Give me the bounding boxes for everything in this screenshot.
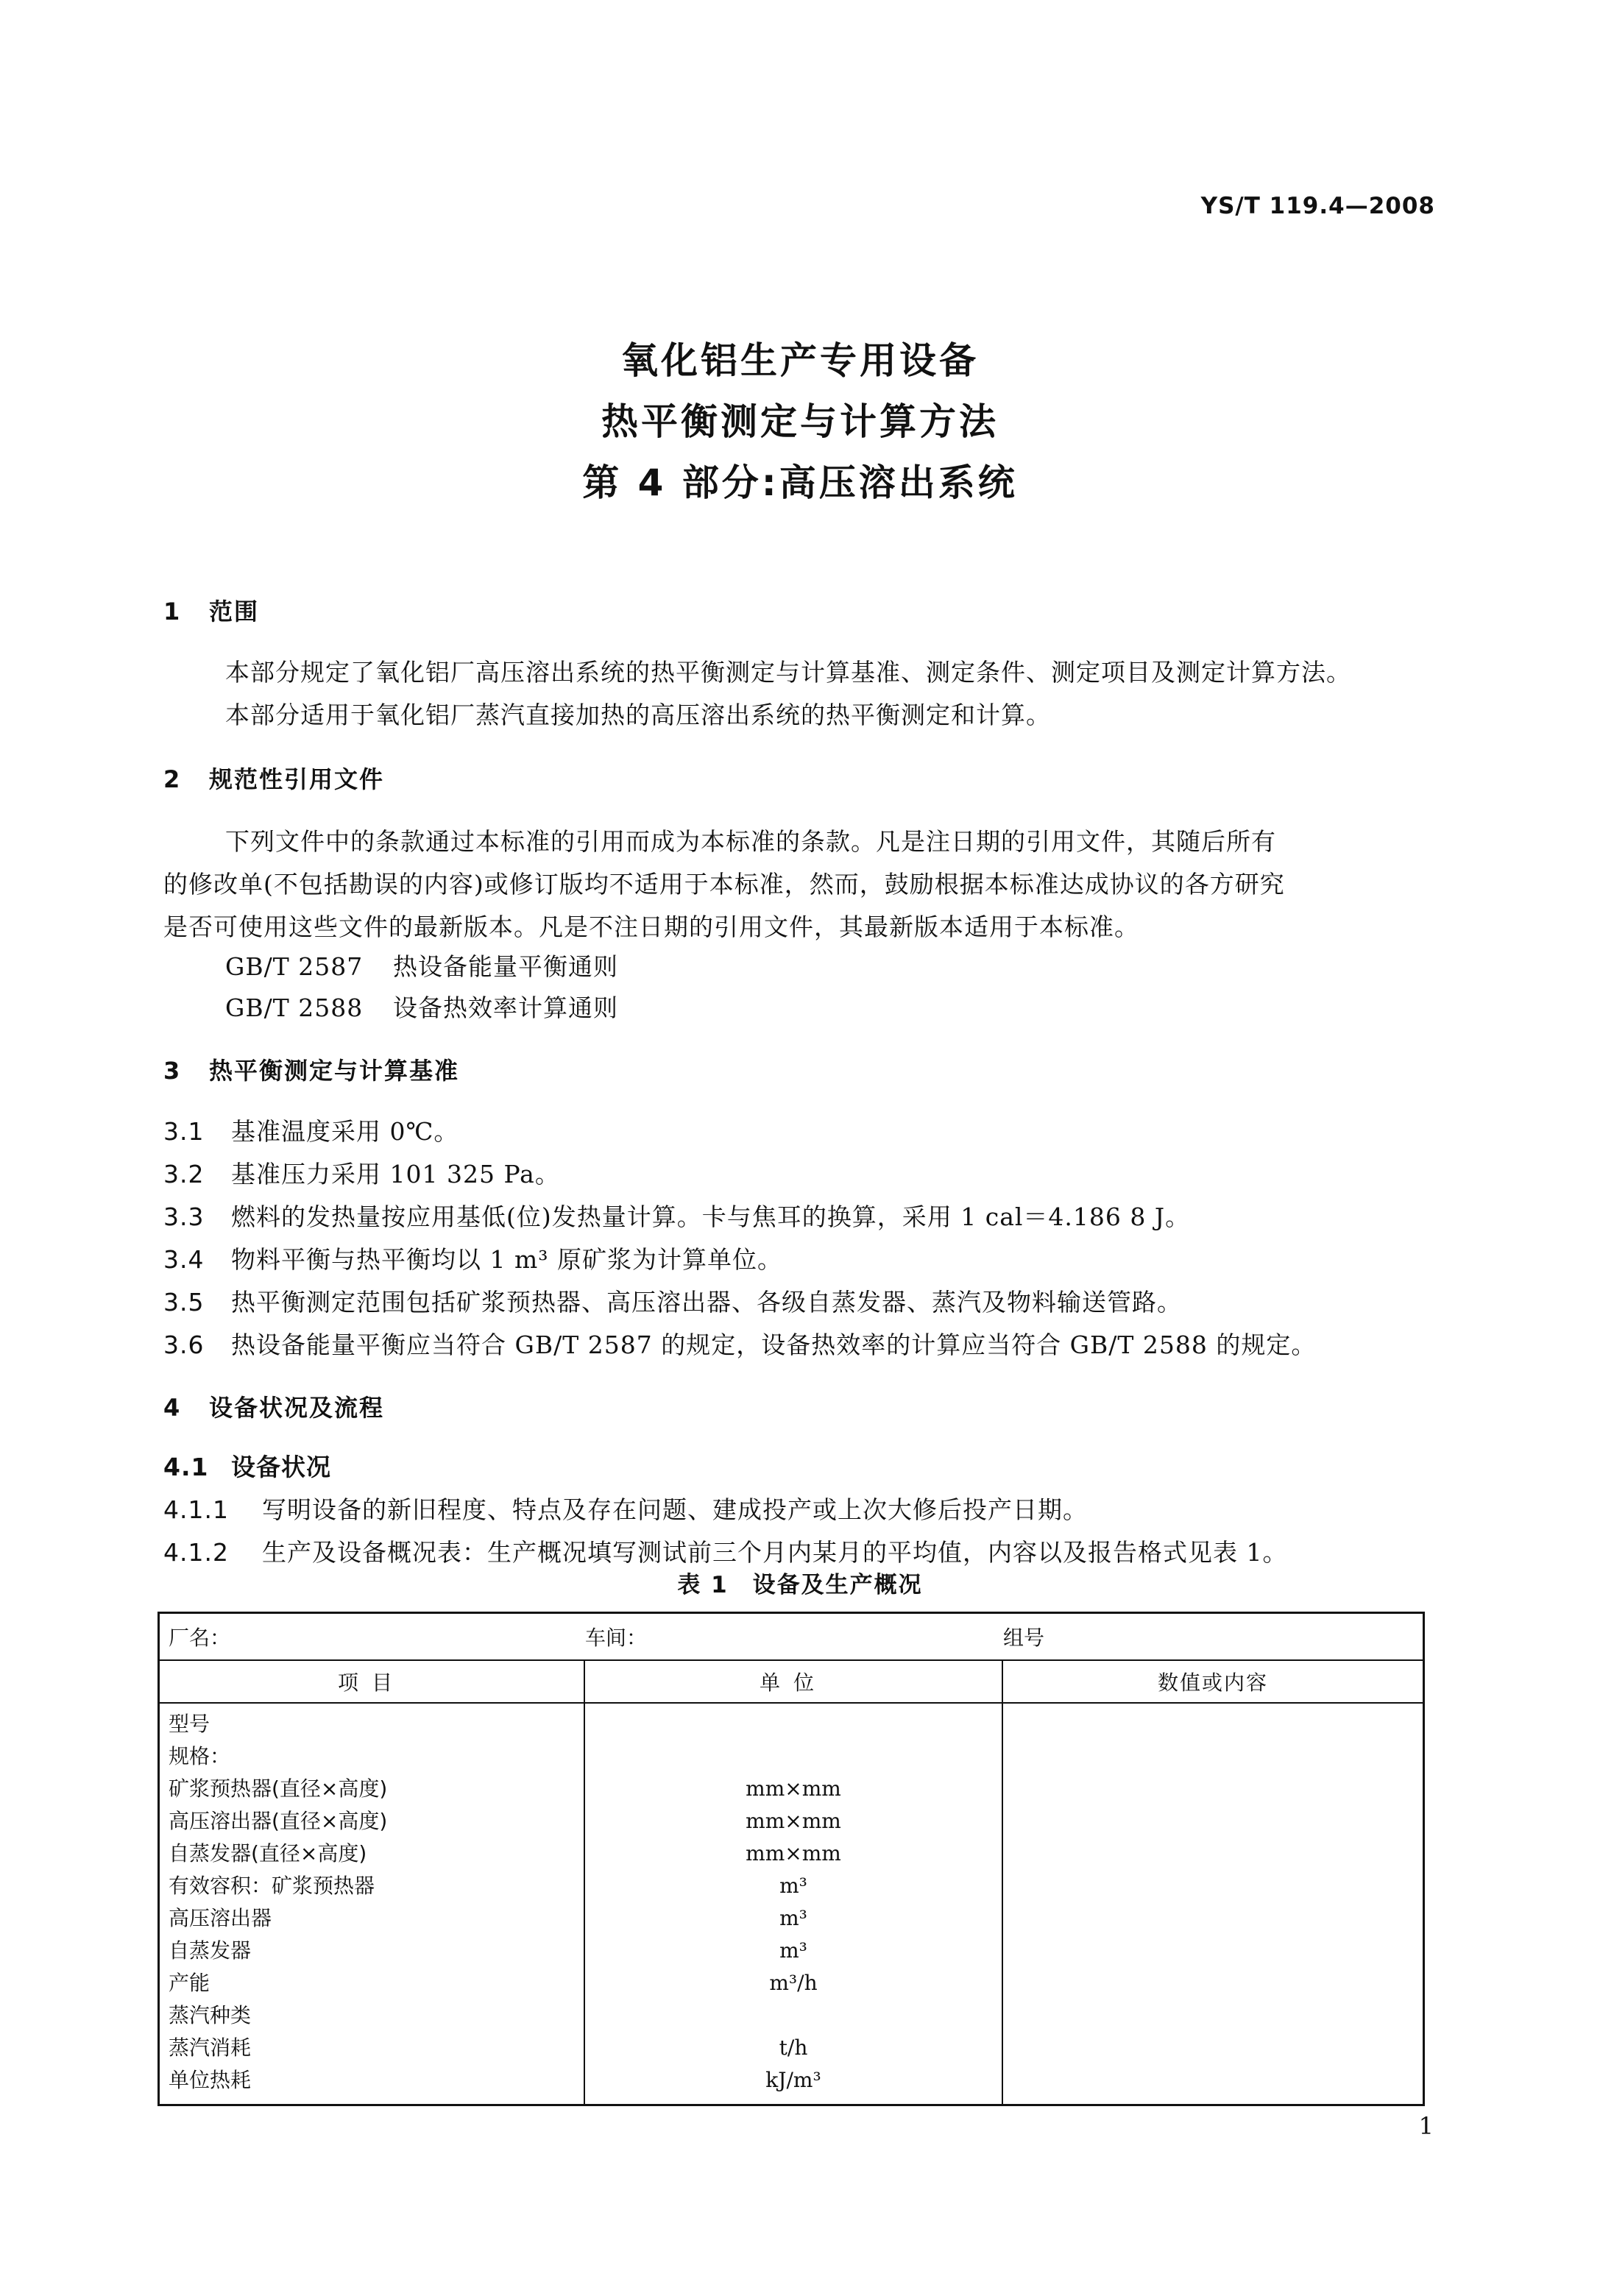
item-column bbox=[160, 1704, 585, 2104]
table-cell-unit: mm×mm bbox=[746, 1776, 841, 1801]
title-line-1: 氧化铝生产专用设备 bbox=[621, 339, 979, 382]
section-title: 设备状况及流程 bbox=[209, 1394, 385, 1422]
clause-text: 基准温度采用 0℃。 bbox=[231, 1117, 459, 1146]
table-cell-item: 型号 bbox=[169, 1712, 210, 1736]
title-line-2: 热平衡测定与计算方法 bbox=[601, 400, 999, 443]
table-cell-value bbox=[1003, 1773, 1423, 1805]
clause-number: 3.3 bbox=[163, 1202, 205, 1231]
unit-column bbox=[585, 1704, 1003, 2104]
table-cell-unit: m³ bbox=[779, 1874, 807, 1898]
clause-number: 3.1 bbox=[163, 1117, 205, 1146]
group-label: 组号 bbox=[1003, 1626, 1045, 1650]
table-cell-item: 单位热耗 bbox=[169, 2068, 252, 2092]
table-cell-value bbox=[1003, 1870, 1423, 1902]
clause-text: 写明设备的新旧程度、特点及存在问题、建成投产或上次大修后投产日期。 bbox=[262, 1495, 1088, 1524]
column-header-item: 项目 bbox=[160, 1661, 585, 1702]
clause-3-1 bbox=[163, 1113, 459, 1147]
clause-3-5 bbox=[163, 1283, 1182, 1318]
clause-text: 基准压力采用 101 325 Pa。 bbox=[231, 1160, 560, 1188]
table-cell-item: 矿浆预热器(直径×高度) bbox=[169, 1776, 388, 1801]
table-cell-value bbox=[1003, 2032, 1423, 2064]
clause-text: 燃料的发热量按应用基低(位)发热量计算。卡与焦耳的换算，采用 1 cal＝4.186 8 J。 bbox=[231, 1202, 1191, 1231]
clause-text: 物料平衡与热平衡均以 1 m³ 原矿浆为计算单位。 bbox=[231, 1245, 782, 1274]
section-3-heading bbox=[163, 1052, 459, 1086]
column-header-value: 数值或内容 bbox=[1157, 1670, 1268, 1695]
section-number: 3 bbox=[163, 1057, 182, 1085]
section-title: 规范性引用文件 bbox=[209, 765, 385, 793]
table-cell-unit: m³/h bbox=[769, 1971, 818, 1995]
table-cell-value bbox=[1003, 2064, 1423, 2097]
table-body bbox=[160, 1704, 1423, 2104]
table-cell-item: 有效容积：矿浆预热器 bbox=[169, 1874, 375, 1898]
table-cell-value bbox=[1003, 1805, 1423, 1838]
table-cell-unit bbox=[585, 1740, 1002, 1773]
clause-number: 3.4 bbox=[163, 1245, 205, 1274]
table-cell-value bbox=[1003, 1935, 1423, 1967]
table-cell-value bbox=[1003, 1999, 1423, 2032]
section-number: 2 bbox=[163, 765, 182, 793]
table-cell-item: 规格： bbox=[169, 1744, 231, 1768]
clause-number: 4.1.2 bbox=[163, 1538, 229, 1567]
clause-3-3 bbox=[163, 1198, 1190, 1233]
section-1-heading bbox=[163, 593, 259, 627]
reference-code: GB/T 2587 bbox=[225, 952, 364, 981]
column-header-unit: 单位 bbox=[585, 1661, 1003, 1702]
title-line-3: 第 4 部分:高压溶出系统 bbox=[582, 461, 1018, 504]
section-2-para-line-3: 是否可使用这些文件的最新版本。凡是不注日期的引用文件，其最新版本适用于本标准。 bbox=[163, 913, 1139, 941]
equipment-table bbox=[157, 1612, 1425, 2106]
section-title: 热平衡测定与计算基准 bbox=[209, 1057, 460, 1085]
section-1-para-2: 本部分适用于氧化铝厂蒸汽直接加热的高压溶出系统的热平衡测定和计算。 bbox=[225, 701, 1051, 729]
section-title: 范围 bbox=[209, 598, 260, 626]
subsection-title: 设备状况 bbox=[231, 1453, 331, 1481]
section-2-heading bbox=[163, 761, 384, 795]
standard-code: YS/T 119.4—2008 bbox=[1200, 193, 1435, 219]
clause-number: 3.6 bbox=[163, 1331, 205, 1359]
section-1-para-1: 本部分规定了氧化铝厂高压溶出系统的热平衡测定与计算基准、测定条件、测定项目及测定计算方法。 bbox=[225, 658, 1351, 687]
clause-text: 热平衡测定范围包括矿浆预热器、高压溶出器、各级自蒸发器、蒸汽及物料输送管路。 bbox=[231, 1288, 1182, 1317]
clause-number: 3.2 bbox=[163, 1160, 205, 1188]
table-cell-unit: kJ/m³ bbox=[765, 2068, 821, 2092]
clause-text: 生产及设备概况表：生产概况填写测试前三个月内某月的平均值，内容以及报告格式见表 1。 bbox=[262, 1538, 1288, 1567]
table-caption: 表 1 设备及生产概况 bbox=[677, 1572, 923, 1598]
section-2-para-line-2: 的修改单(不包括勘误的内容)或修订版均不适用于本标准，然而，鼓励根据本标准达成协议的各方研究 bbox=[163, 870, 1285, 899]
subsection-4-1-heading bbox=[163, 1448, 331, 1483]
section-2-para-line-1: 下列文件中的条款通过本标准的引用而成为本标准的条款。凡是注日期的引用文件，其随后所有 bbox=[225, 827, 1276, 856]
table-cell-unit: t/h bbox=[779, 2035, 808, 2060]
clause-4-1-1 bbox=[163, 1491, 1088, 1526]
clause-number: 3.5 bbox=[163, 1288, 205, 1317]
table-cell-value bbox=[1003, 1740, 1423, 1773]
value-column bbox=[1003, 1704, 1423, 2104]
table-cell-unit: mm×mm bbox=[746, 1841, 841, 1866]
clause-3-4 bbox=[163, 1241, 782, 1275]
table-cell-item: 蒸汽消耗 bbox=[169, 2035, 252, 2060]
section-number: 4 bbox=[163, 1394, 182, 1422]
table-cell-item: 高压溶出器(直径×高度) bbox=[169, 1809, 388, 1833]
clause-3-2 bbox=[163, 1155, 560, 1190]
clause-text: 热设备能量平衡应当符合 GB/T 2587 的规定，设备热效率的计算应当符合 GB/T 2588 的规定。 bbox=[231, 1331, 1317, 1359]
table-cell-item: 自蒸发器(直径×高度) bbox=[169, 1841, 367, 1866]
factory-label: 厂名： bbox=[169, 1626, 231, 1650]
page-number: 1 bbox=[1418, 2112, 1434, 2140]
clause-4-1-2 bbox=[163, 1534, 1288, 1568]
section-number: 1 bbox=[163, 598, 182, 626]
table-cell-value bbox=[1003, 1967, 1423, 1999]
table-cell-unit: mm×mm bbox=[746, 1809, 841, 1833]
workshop-label: 车间： bbox=[585, 1626, 648, 1650]
table-column-headers bbox=[160, 1661, 1423, 1704]
table-header-row bbox=[160, 1614, 1423, 1661]
table-cell-item: 蒸汽种类 bbox=[169, 2003, 252, 2027]
table-cell-unit: m³ bbox=[779, 1938, 807, 1963]
table-cell-value bbox=[1003, 1708, 1423, 1740]
reference-item bbox=[225, 948, 618, 982]
table-cell-value bbox=[1003, 1902, 1423, 1935]
reference-title: 设备热效率计算通则 bbox=[393, 993, 618, 1022]
table-cell-item: 自蒸发器 bbox=[169, 1938, 252, 1963]
table-cell-item: 高压溶出器 bbox=[169, 1906, 272, 1930]
table-cell-unit bbox=[585, 1708, 1002, 1740]
section-4-heading bbox=[163, 1389, 384, 1423]
reference-code: GB/T 2588 bbox=[225, 993, 364, 1022]
clause-3-6 bbox=[163, 1326, 1316, 1361]
table-cell-item: 产能 bbox=[169, 1971, 210, 1995]
table-cell-unit bbox=[585, 1999, 1002, 2032]
reference-item bbox=[225, 989, 618, 1024]
table-cell-unit: m³ bbox=[779, 1906, 807, 1930]
reference-title: 热设备能量平衡通则 bbox=[393, 952, 618, 981]
subsection-number: 4.1 bbox=[163, 1453, 209, 1481]
clause-number: 4.1.1 bbox=[163, 1495, 229, 1524]
table-cell-value bbox=[1003, 1838, 1423, 1870]
